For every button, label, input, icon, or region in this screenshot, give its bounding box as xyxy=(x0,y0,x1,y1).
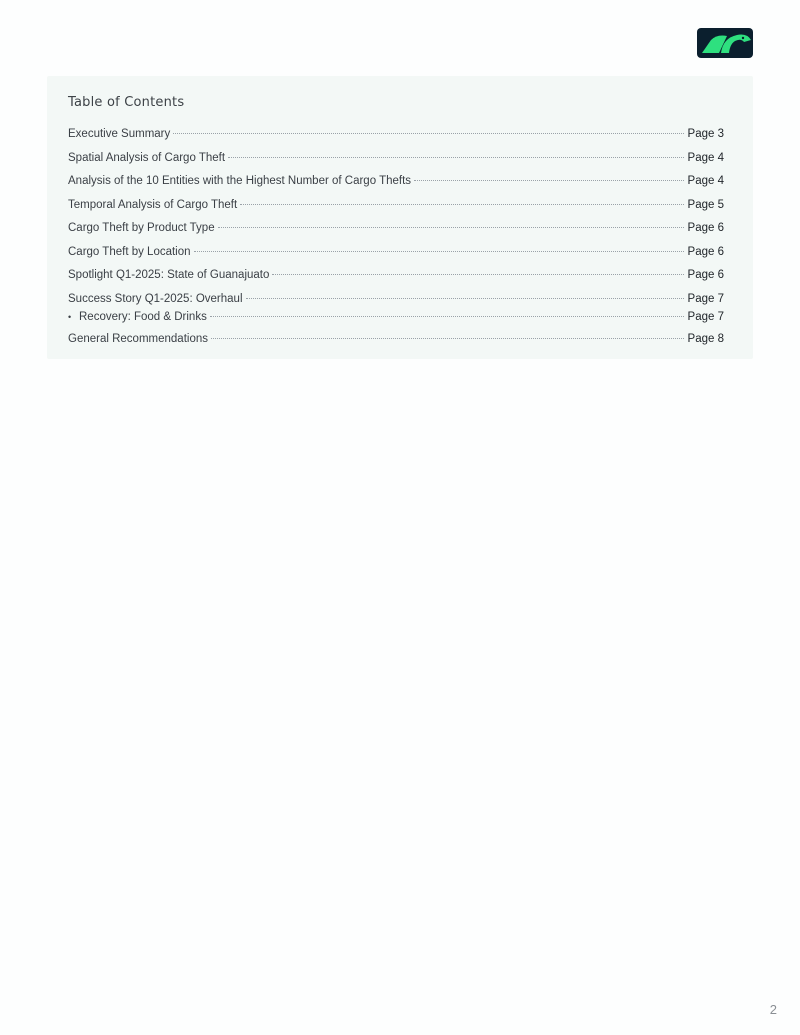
toc-entry-page: Page 5 xyxy=(687,199,724,211)
toc-entry-label: Cargo Theft by Product Type xyxy=(68,222,215,234)
toc-leader-dots xyxy=(272,274,683,275)
toc-entry-label: Recovery: Food & Drinks xyxy=(79,311,207,323)
toc-entry[interactable] xyxy=(68,331,724,347)
page-number: 2 xyxy=(769,1002,777,1017)
toc-entry-label: Analysis of the 10 Entities with the Highest Number of Cargo Thefts xyxy=(68,175,412,187)
toc-entry-page: Page 6 xyxy=(687,269,724,281)
toc-entry-page: Page 4 xyxy=(687,175,724,187)
toc-entry-label: Spatial Analysis of Cargo Theft xyxy=(68,152,226,164)
toc-entry-page: Page 8 xyxy=(687,333,724,345)
toc-entry[interactable] xyxy=(68,126,724,142)
toc-entry-label: Executive Summary xyxy=(68,128,171,140)
toc-title: Table of Contents xyxy=(68,95,185,110)
toc-entry[interactable] xyxy=(68,244,724,260)
toc-entry-page: Page 7 xyxy=(687,293,724,305)
toc-leader-dots xyxy=(240,204,683,205)
toc-entry[interactable] xyxy=(68,267,724,283)
bullet-icon: • xyxy=(68,312,72,322)
eagle-logo-icon xyxy=(697,28,753,58)
table-of-contents xyxy=(47,76,753,359)
toc-entry[interactable] xyxy=(68,150,724,166)
toc-entry-page: Page 3 xyxy=(687,128,724,140)
toc-leader-dots xyxy=(246,298,684,299)
toc-entry[interactable] xyxy=(68,291,724,307)
toc-leader-dots xyxy=(218,227,684,228)
toc-entry-label: Spotlight Q1-2025: State of Guanajuato xyxy=(68,269,270,281)
toc-entry-label: Cargo Theft by Location xyxy=(68,246,191,258)
toc-entry-label: Success Story Q1-2025: Overhaul xyxy=(68,293,243,305)
toc-entry-page: Page 6 xyxy=(687,222,724,234)
company-logo xyxy=(697,28,753,58)
toc-entry[interactable] xyxy=(68,173,724,189)
toc-leader-dots xyxy=(211,338,684,339)
toc-leader-dots xyxy=(228,157,684,158)
toc-entry[interactable] xyxy=(68,220,724,236)
toc-entry-label: General Recommendations xyxy=(68,333,208,345)
toc-leader-dots xyxy=(414,180,684,181)
toc-entry[interactable] xyxy=(68,197,724,213)
toc-leader-dots xyxy=(210,316,684,317)
toc-leader-dots xyxy=(173,133,683,134)
toc-entry-page: Page 4 xyxy=(687,152,724,164)
toc-subentry[interactable] xyxy=(68,309,724,325)
toc-entry-page: Page 6 xyxy=(687,246,724,258)
toc-leader-dots xyxy=(194,251,684,252)
toc-entry-page: Page 7 xyxy=(687,311,724,323)
toc-entry-label: Temporal Analysis of Cargo Theft xyxy=(68,199,238,211)
